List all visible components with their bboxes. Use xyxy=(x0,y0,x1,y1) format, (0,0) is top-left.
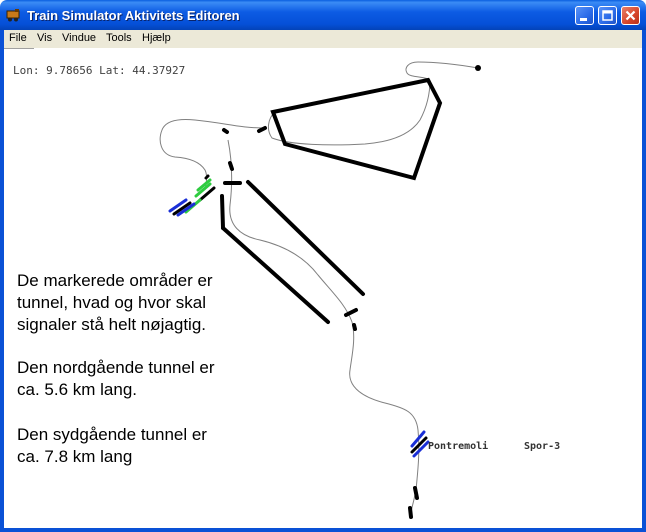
track-north-spur xyxy=(406,62,478,80)
note-line-3: signaler stå helt nøjagtig. xyxy=(17,315,206,334)
track-main xyxy=(228,140,419,515)
tunnel-north-loop xyxy=(273,80,440,178)
tunnel-markers xyxy=(222,80,440,517)
tunnel-stub-5 xyxy=(346,310,356,315)
tunnel-stub-6 xyxy=(354,325,355,329)
menu-tools[interactable]: Tools xyxy=(106,32,132,44)
tunnel-stub-8 xyxy=(410,508,411,517)
note-line-4: Den nordgående tunnel er xyxy=(17,358,215,377)
signal-group-west xyxy=(170,176,214,215)
window-frame-bottom xyxy=(0,528,646,532)
track-west-curve xyxy=(160,119,265,190)
note-line-7: ca. 7.8 km lang xyxy=(17,447,133,466)
track-label[interactable]: Spor-3 xyxy=(524,441,561,452)
tunnel-stub-2 xyxy=(259,128,265,131)
menu-hjaelp[interactable]: Hjælp xyxy=(142,32,171,44)
tunnel-stub-1 xyxy=(224,130,227,132)
menu-file[interactable]: File xyxy=(9,32,27,44)
note-line-6: Den sydgående tunnel er xyxy=(17,425,207,444)
note-line-5: ca. 5.6 km lang. xyxy=(17,380,138,399)
track-loop xyxy=(268,80,430,145)
note-line-2: tunnel, hvad og hvor skal xyxy=(17,293,207,312)
tunnel-stub-3 xyxy=(230,163,232,169)
note-line-1: De markerede områder er xyxy=(17,271,213,290)
window-title: Train Simulator Aktivitets Editoren xyxy=(27,8,240,23)
signal-group-station xyxy=(412,432,428,456)
menu-vindue[interactable]: Vindue xyxy=(62,32,97,44)
tunnel-south xyxy=(222,196,223,228)
station-label[interactable]: Pontremoli xyxy=(428,441,489,452)
coordinates-readout: Lon: 9.78656 Lat: 44.37927 xyxy=(13,64,186,77)
tunnel-stub-7 xyxy=(415,488,417,498)
menu-vis[interactable]: Vis xyxy=(37,32,53,44)
track-end-point xyxy=(475,65,481,71)
tunnel-north xyxy=(248,182,363,294)
